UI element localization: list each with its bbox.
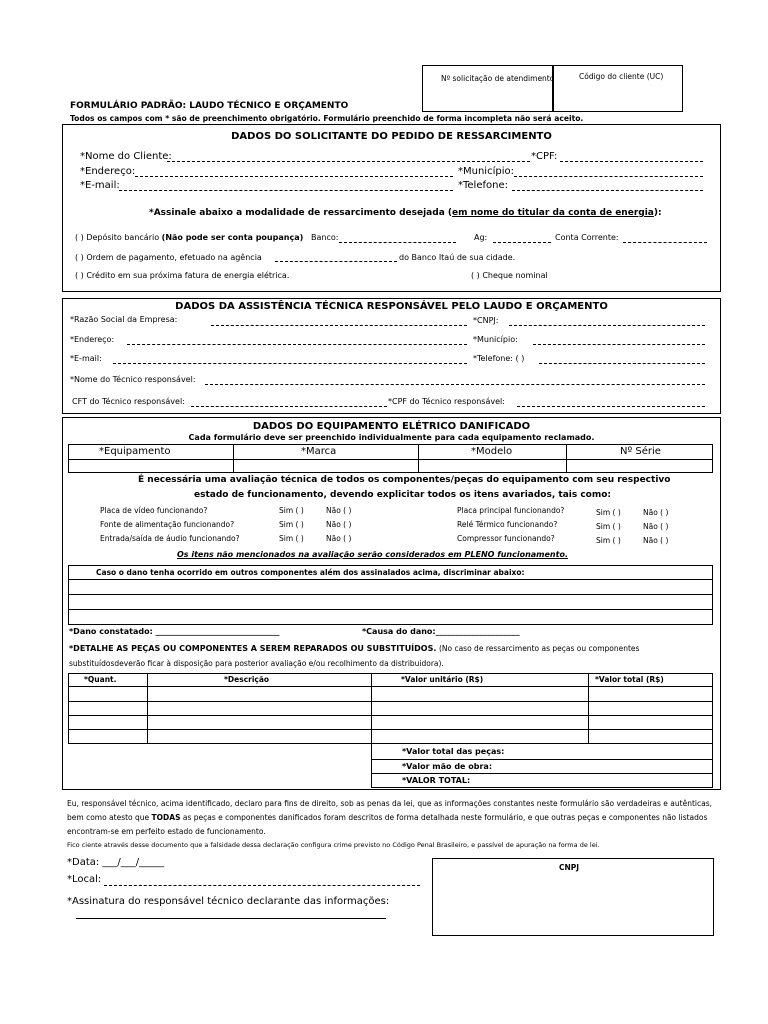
equipamento-table: [68, 444, 713, 473]
check-label: Placa de vídeo funcionando?: [100, 506, 208, 515]
avaliacao-line1: É necessária uma avaliação técnica de todos os componentes/peças do equipamento com seu respectivo: [138, 475, 671, 485]
valor-total-cells[interactable]: [590, 687, 711, 743]
solicitante-section: [62, 124, 721, 292]
equipamento-subtitle: Cada formulário deve ser preenchido individualmente para cada equipamento reclamado.: [188, 433, 595, 442]
declaracao-line4: Fico ciente através desse documento que a falsidade dessa declaração configura crime previsto no Código Penal Brasileiro, e passível de apuração na forma de lei.: [67, 841, 600, 849]
codigo-cliente-label: Código do cliente (UC): [579, 72, 664, 81]
cpf-tecnico-label: *CPF do Técnico responsável:: [388, 397, 505, 406]
total-pecas-label: *Valor total das peças:: [402, 747, 505, 756]
cnpj-stamp-box[interactable]: [432, 858, 714, 936]
check-label: Fonte de alimentação funcionando?: [100, 520, 235, 529]
banco-label: Banco:: [311, 233, 339, 242]
outros-componentes-box[interactable]: [68, 565, 713, 625]
pecas-table: [68, 673, 713, 788]
cpf-label: *CPF:: [531, 151, 558, 162]
cheque-option[interactable]: ( ) Cheque nominal: [471, 271, 548, 280]
check-label: Placa principal funcionando?: [457, 506, 565, 515]
solicitante-title: DADOS DO SOLICITANTE DO PEDIDO DE RESSARCIMENTO: [231, 131, 552, 142]
mao-obra-label: *Valor mão de obra:: [402, 762, 493, 771]
nome-tecnico-field[interactable]: [205, 384, 705, 385]
ordem-post: do Banco Itaú de sua cidade.: [399, 253, 516, 262]
cft-label: CFT do Técnico responsável:: [72, 397, 185, 406]
municipio-field[interactable]: [514, 176, 703, 177]
declaracao-line1: Eu, responsável técnico, acima identificado, declaro para fins de direito, sob as penas da lei, que as informações constantes neste formulário são verdadeiras e autênticas,: [67, 799, 712, 808]
municipio-assist-field[interactable]: [533, 344, 705, 345]
email-assist-label: *E-mail:: [70, 354, 102, 363]
assinatura-line[interactable]: [76, 918, 386, 919]
nome-tecnico-label: *Nome do Técnico responsável:: [70, 375, 196, 384]
detalhe-nota: substituídosdeverão ficar à disposição para posterior avaliação e/ou recolhimento da distribuidora).: [69, 659, 444, 668]
telefone-assist-label: *Telefone: ( ): [473, 354, 525, 363]
endereco-field[interactable]: [135, 176, 453, 177]
cpf-field[interactable]: [560, 161, 703, 162]
assistencia-title: DADOS DA ASSISTÊNCIA TÉCNICA RESPONSÁVEL PELO LAUDO E ORÇAMENTO: [175, 301, 608, 312]
valor-unitario-cells[interactable]: [373, 687, 587, 743]
col-valor-unitario: *Valor unitário (R$): [401, 675, 484, 684]
razao-label: *Razão Social da Empresa:: [70, 315, 178, 324]
check-label: Entrada/saída de áudio funcionando?: [100, 534, 240, 543]
check-nao[interactable]: Não ( ): [643, 522, 669, 531]
agencia-field[interactable]: [493, 242, 551, 243]
solicitacao-box[interactable]: [422, 65, 554, 112]
codigo-cliente-box[interactable]: [552, 65, 683, 112]
col-serie: Nº Série: [620, 446, 661, 457]
conta-field[interactable]: [623, 242, 707, 243]
col-descricao: *Descrição: [224, 675, 270, 684]
detalhe-pecas: *DETALHE AS PEÇAS OU COMPONENTES A SEREM REPARADOS OU SUBSTITUÍDOS. (No caso de ressarcimento as peças ou componentes: [69, 644, 640, 653]
nome-cliente-label: *Nome do Cliente:: [80, 151, 172, 162]
municipio-assist-label: *Município:: [473, 335, 518, 344]
descricao-cells[interactable]: [149, 687, 370, 743]
check-sim[interactable]: Sim ( ): [596, 536, 621, 545]
check-sim[interactable]: Sim ( ): [596, 508, 621, 517]
check-nao[interactable]: Não ( ): [326, 534, 352, 543]
check-sim[interactable]: Sim ( ): [279, 520, 304, 529]
local-label: *Local:: [67, 874, 102, 885]
col-valor-total: *Valor total (R$): [595, 675, 664, 684]
telefone-label: *Telefone:: [458, 180, 508, 191]
credito-option[interactable]: ( ) Crédito em sua próxima fatura de energia elétrica.: [75, 271, 290, 280]
check-nao[interactable]: Não ( ): [643, 508, 669, 517]
dano-constatado[interactable]: *Dano constatado: _______________________________: [69, 627, 280, 636]
check-label: Relé Térmico funcionando?: [457, 520, 558, 529]
causa-dano[interactable]: *Causa do dano:_____________________: [362, 627, 520, 636]
form-title: FORMULÁRIO PADRÃO: LAUDO TÉCNICO E ORÇAMENTO: [70, 101, 349, 111]
email-assist-field[interactable]: [113, 363, 467, 364]
check-nao[interactable]: Não ( ): [326, 506, 352, 515]
telefone-assist-field[interactable]: [539, 363, 705, 364]
cnpj-stamp-label: CNPJ: [559, 863, 580, 872]
ordem-agencia-field[interactable]: [275, 261, 397, 262]
col-equipamento: *Equipamento: [99, 446, 171, 457]
equipamento-cell[interactable]: [70, 460, 232, 472]
nome-cliente-field[interactable]: [167, 161, 530, 162]
check-nao[interactable]: Não ( ): [326, 520, 352, 529]
col-modelo: *Modelo: [471, 446, 513, 457]
marca-cell[interactable]: [235, 460, 417, 472]
telefone-field[interactable]: [512, 190, 703, 191]
banco-field[interactable]: [339, 242, 456, 243]
caso-dano-label: Caso o dano tenha ocorrido em outros componentes além dos assinalados acima, discriminar abaixo:: [96, 568, 525, 577]
local-field[interactable]: [104, 885, 420, 886]
check-sim[interactable]: Sim ( ): [596, 522, 621, 531]
agencia-label: Ag:: [474, 233, 488, 242]
email-label: *E-mail:: [80, 180, 120, 191]
valor-total-label: *VALOR TOTAL:: [402, 776, 471, 785]
modelo-cell[interactable]: [420, 460, 565, 472]
check-nao[interactable]: Não ( ): [643, 536, 669, 545]
ordem-option[interactable]: ( ) Ordem de pagamento, efetuado na agência: [75, 253, 262, 262]
endereco-assist-label: *Endereço:: [70, 335, 115, 344]
conta-label: Conta Corrente:: [555, 233, 619, 242]
cnpj-assist-field[interactable]: [509, 325, 705, 326]
serie-cell[interactable]: [568, 460, 712, 472]
cnpj-assist-label: *CNPJ:: [473, 316, 499, 325]
municipio-label: *Município:: [458, 166, 514, 177]
declaracao-line2: bem como atesto que TODAS as peças e componentes danificados foram descritos de forma detalhada neste formulário, e que outras peças e componentes não listados: [67, 813, 708, 822]
col-marca: *Marca: [301, 446, 337, 457]
col-quant: *Quant.: [84, 675, 117, 684]
email-field[interactable]: [119, 190, 453, 191]
avaliacao-line2: estado de funcionamento, devendo explicitar todos os itens avariados, tais como:: [194, 490, 612, 500]
check-sim[interactable]: Sim ( ): [279, 534, 304, 543]
endereco-label: *Endereço:: [80, 166, 136, 177]
modalidade-instruction: *Assinale abaixo a modalidade de ressarcimento desejada (em nome do titular da conta de energia):: [149, 208, 662, 218]
endereco-assist-field[interactable]: [127, 344, 467, 345]
quant-cells[interactable]: [69, 687, 146, 743]
nota-pleno: Os itens não mencionados na avaliação serão considerados em PLENO funcionamento.: [177, 550, 568, 559]
data-field[interactable]: *Data: ___/___/_____: [67, 857, 165, 868]
check-sim[interactable]: Sim ( ): [279, 506, 304, 515]
check-label: Compressor funcionando?: [457, 534, 555, 543]
declaracao-line3: encontram-se em perfeito estado de funcionamento.: [67, 827, 266, 836]
cpf-tecnico-field[interactable]: [517, 406, 705, 407]
assinatura-label: *Assinatura do responsável técnico declarante das informações:: [67, 896, 390, 907]
razao-field[interactable]: [211, 325, 467, 326]
form-subtitle: Todos os campos com * são de preenchimento obrigatório. Formulário preenchido de forma incompleta não será aceito.: [70, 114, 584, 123]
solicitacao-label: Nº solicitação de atendimento: [441, 74, 555, 83]
equipamento-title: DADOS DO EQUIPAMENTO ELÉTRICO DANIFICADO: [252, 421, 531, 432]
assistencia-section: [62, 298, 721, 414]
cft-field[interactable]: [191, 406, 387, 407]
deposito-option[interactable]: ( ) Depósito bancário (Não pode ser conta poupança): [75, 233, 304, 242]
